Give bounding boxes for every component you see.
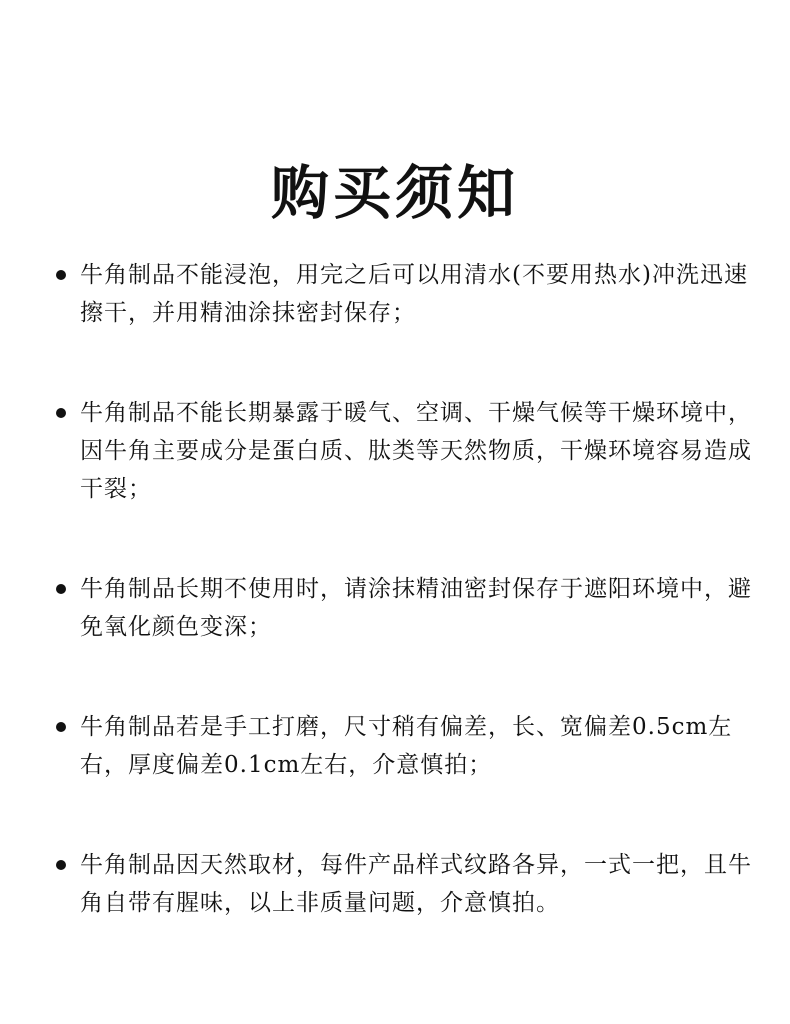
page-title: 购买须知 [270,158,519,227]
bullet-icon [56,860,66,870]
notice-item-size-deviation [56,708,756,784]
bullet-icon [56,270,66,280]
notice-text: 牛角制品因天然取材，每件产品样式纹路各异，一式一把，且牛角自带有腥味，以上非质量问题，介意慎拍。 [80,852,752,916]
bullet-icon [56,722,66,732]
notice-text: 牛角制品若是手工打磨，尺寸稍有偏差，长、宽偏差0.5cm左右，厚度偏差0.1cm左右，介意慎拍； [80,714,733,778]
notice-item-soaking [56,256,756,332]
bullet-icon [56,584,66,594]
notice-text: 牛角制品不能浸泡，用完之后可以用清水(不要用热水)冲洗迅速擦干，并用精油涂抹密封保存； [80,262,748,326]
notice-list [56,256,756,922]
bullet-icon [56,408,66,418]
notice-text: 牛角制品不能长期暴露于暖气、空调、干燥气候等干燥环境中，因牛角主要成分是蛋白质、肽类等天然物质，干燥环境容易造成干裂； [80,400,752,502]
notice-item-dry-environment [56,394,756,508]
notice-item-natural-material [56,846,756,922]
notice-text: 牛角制品长期不使用时，请涂抹精油密封保存于遮阳环境中，避免氧化颜色变深； [80,576,752,640]
notice-item-storage [56,570,756,646]
